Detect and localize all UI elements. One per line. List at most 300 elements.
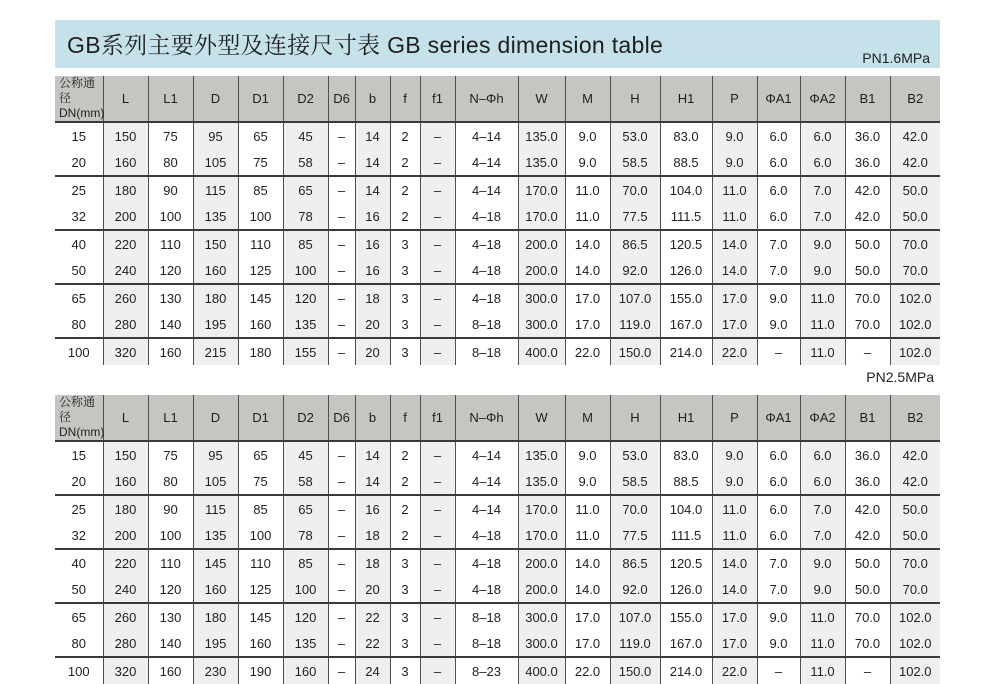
cell: 14 bbox=[355, 122, 390, 149]
cell: 11.0 bbox=[712, 522, 757, 549]
cell: 215 bbox=[193, 338, 238, 365]
cell: 180 bbox=[103, 176, 148, 203]
cell: 80 bbox=[148, 468, 193, 495]
column-header: W bbox=[518, 76, 565, 122]
cell: 320 bbox=[103, 657, 148, 684]
cell: 90 bbox=[148, 176, 193, 203]
cell: 20 bbox=[355, 311, 390, 338]
cell: 85 bbox=[238, 495, 283, 522]
cell: 160 bbox=[283, 657, 328, 684]
cell: 78 bbox=[283, 203, 328, 230]
cell: 120 bbox=[283, 603, 328, 630]
cell-dn: 65 bbox=[55, 603, 103, 630]
cell: 14.0 bbox=[565, 257, 610, 284]
column-header: f bbox=[390, 76, 420, 122]
cell: 24 bbox=[355, 657, 390, 684]
cell-dn: 50 bbox=[71, 581, 86, 597]
cell: 9.0 bbox=[800, 230, 845, 257]
cell: 200.0 bbox=[518, 257, 565, 284]
cell: – bbox=[328, 522, 355, 549]
cell: 400.0 bbox=[518, 657, 565, 684]
cell: 100 bbox=[283, 576, 328, 603]
cell: 6.0 bbox=[757, 495, 800, 522]
table-row bbox=[55, 230, 940, 257]
cell: – bbox=[420, 576, 455, 603]
cell: 78 bbox=[283, 522, 328, 549]
cell: 120 bbox=[283, 284, 328, 311]
cell: 9.0 bbox=[800, 257, 845, 284]
cell: 6.0 bbox=[757, 203, 800, 230]
cell-dn: 100 bbox=[55, 338, 103, 365]
cell: 3 bbox=[390, 603, 420, 630]
cell: 16 bbox=[355, 495, 390, 522]
cell-dn: 32 bbox=[71, 208, 86, 224]
cell: 135 bbox=[193, 522, 238, 549]
cell: 88.5 bbox=[660, 468, 712, 495]
cell: – bbox=[328, 603, 355, 630]
cell: 400.0 bbox=[518, 338, 565, 365]
cell: 135 bbox=[283, 630, 328, 657]
cell: 50.0 bbox=[890, 522, 940, 549]
cell: 107.0 bbox=[610, 284, 660, 311]
cell: 9.0 bbox=[712, 149, 757, 176]
cell-dn: 15 bbox=[71, 447, 86, 463]
cell: 6.0 bbox=[757, 468, 800, 495]
cell-dn: 80 bbox=[71, 635, 86, 651]
column-header-dn: 公称通径 DN(mm) bbox=[55, 76, 103, 122]
table-row bbox=[55, 468, 940, 495]
table-row bbox=[55, 257, 940, 284]
cell: 100 bbox=[148, 522, 193, 549]
column-header: M bbox=[565, 395, 610, 441]
cell: 11.0 bbox=[800, 630, 845, 657]
cell: 214.0 bbox=[660, 338, 712, 365]
cell: 6.0 bbox=[800, 441, 845, 468]
cell: 6.0 bbox=[757, 176, 800, 203]
cell: 14.0 bbox=[712, 230, 757, 257]
cell: 22 bbox=[355, 630, 390, 657]
cell: 42.0 bbox=[845, 176, 890, 203]
cell: 20 bbox=[355, 338, 390, 365]
cell: 100 bbox=[238, 522, 283, 549]
cell: 135.0 bbox=[518, 468, 565, 495]
column-header: D bbox=[193, 395, 238, 441]
cell: 65 bbox=[238, 441, 283, 468]
table-row bbox=[55, 441, 940, 468]
cell: – bbox=[420, 284, 455, 311]
cell: – bbox=[420, 257, 455, 284]
cell: 3 bbox=[390, 549, 420, 576]
cell: 14.0 bbox=[565, 576, 610, 603]
cell: 140 bbox=[148, 311, 193, 338]
cell: 102.0 bbox=[890, 311, 940, 338]
cell: 150.0 bbox=[610, 338, 660, 365]
cell: 11.0 bbox=[800, 311, 845, 338]
cell: 4–14 bbox=[455, 176, 518, 203]
cell: 4–14 bbox=[455, 122, 518, 149]
cell: 119.0 bbox=[610, 630, 660, 657]
cell: – bbox=[420, 230, 455, 257]
column-header: D6 bbox=[328, 76, 355, 122]
cell: – bbox=[328, 657, 355, 684]
cell: 105 bbox=[193, 468, 238, 495]
cell: 145 bbox=[238, 284, 283, 311]
cell: – bbox=[420, 657, 455, 684]
cell: 92.0 bbox=[610, 257, 660, 284]
header-row bbox=[55, 76, 940, 122]
cell: 2 bbox=[390, 522, 420, 549]
cell: 155 bbox=[283, 338, 328, 365]
cell: 3 bbox=[390, 338, 420, 365]
cell: 53.0 bbox=[610, 122, 660, 149]
column-header: H1 bbox=[660, 395, 712, 441]
cell: 90 bbox=[148, 495, 193, 522]
column-header: B1 bbox=[845, 76, 890, 122]
cell: – bbox=[420, 549, 455, 576]
cell: 9.0 bbox=[712, 441, 757, 468]
cell: 107.0 bbox=[610, 603, 660, 630]
cell: 18 bbox=[355, 522, 390, 549]
cell: 14.0 bbox=[565, 230, 610, 257]
cell-dn: 40 bbox=[55, 549, 103, 576]
cell: 8–18 bbox=[455, 338, 518, 365]
cell: 102.0 bbox=[890, 657, 940, 684]
cell: 120.5 bbox=[660, 549, 712, 576]
cell: 70.0 bbox=[890, 257, 940, 284]
cell: 70.0 bbox=[845, 603, 890, 630]
cell: 170.0 bbox=[518, 176, 565, 203]
cell: 95 bbox=[193, 441, 238, 468]
table-row bbox=[55, 338, 940, 365]
cell: 8–18 bbox=[455, 603, 518, 630]
cell: 77.5 bbox=[610, 522, 660, 549]
column-header: H1 bbox=[660, 76, 712, 122]
cell: 135.0 bbox=[518, 441, 565, 468]
cell: 167.0 bbox=[660, 630, 712, 657]
pressure-rating-label-pn25: PN2.5MPa bbox=[866, 369, 934, 385]
cell: 126.0 bbox=[660, 576, 712, 603]
cell: 9.0 bbox=[757, 284, 800, 311]
cell: 42.0 bbox=[845, 203, 890, 230]
cell: – bbox=[328, 576, 355, 603]
cell: 9.0 bbox=[800, 549, 845, 576]
cell: – bbox=[757, 657, 800, 684]
cell: 102.0 bbox=[890, 630, 940, 657]
cell: 102.0 bbox=[890, 603, 940, 630]
cell: 70.0 bbox=[845, 311, 890, 338]
cell: 300.0 bbox=[518, 630, 565, 657]
column-header: L bbox=[103, 395, 148, 441]
column-header: b bbox=[355, 76, 390, 122]
table-row bbox=[55, 284, 940, 311]
column-header: D2 bbox=[283, 76, 328, 122]
cell: 160 bbox=[193, 576, 238, 603]
cell: 220 bbox=[103, 549, 148, 576]
column-header: D6 bbox=[328, 395, 355, 441]
cell: – bbox=[757, 338, 800, 365]
cell: 14.0 bbox=[565, 549, 610, 576]
cell: 190 bbox=[238, 657, 283, 684]
cell: 160 bbox=[238, 630, 283, 657]
cell: 125 bbox=[238, 257, 283, 284]
cell: 9.0 bbox=[565, 441, 610, 468]
cell: 6.0 bbox=[800, 468, 845, 495]
cell: 160 bbox=[103, 149, 148, 176]
cell: 14.0 bbox=[712, 576, 757, 603]
cell: 135.0 bbox=[518, 122, 565, 149]
column-header: B2 bbox=[890, 76, 940, 122]
cell-dn: 65 bbox=[55, 284, 103, 311]
cell: 180 bbox=[103, 495, 148, 522]
column-header: f1 bbox=[420, 76, 455, 122]
cell: – bbox=[328, 630, 355, 657]
column-header-dn: 公称通径 DN(mm) bbox=[55, 395, 103, 441]
cell: – bbox=[845, 657, 890, 684]
cell: 2 bbox=[390, 468, 420, 495]
cell: 111.5 bbox=[660, 203, 712, 230]
column-header: D1 bbox=[238, 76, 283, 122]
cell: 160 bbox=[238, 311, 283, 338]
cell: 70.0 bbox=[845, 284, 890, 311]
cell: 8–18 bbox=[455, 311, 518, 338]
cell: 16 bbox=[355, 203, 390, 230]
cell-dn: 25 bbox=[55, 176, 103, 203]
cell: 200.0 bbox=[518, 230, 565, 257]
cell: – bbox=[420, 311, 455, 338]
cell: 70.0 bbox=[890, 576, 940, 603]
cell-dn: 80 bbox=[71, 316, 86, 332]
cell: 104.0 bbox=[660, 495, 712, 522]
cell: 50.0 bbox=[890, 495, 940, 522]
cell: 119.0 bbox=[610, 311, 660, 338]
cell: 145 bbox=[238, 603, 283, 630]
table-row bbox=[55, 603, 940, 630]
cell: 260 bbox=[103, 284, 148, 311]
cell: – bbox=[328, 203, 355, 230]
cell: 70.0 bbox=[890, 230, 940, 257]
pressure-rating-label-pn16: PN1.6MPa bbox=[862, 50, 930, 66]
cell: 160 bbox=[103, 468, 148, 495]
cell: 4–18 bbox=[455, 257, 518, 284]
cell: 3 bbox=[390, 576, 420, 603]
cell: 240 bbox=[103, 576, 148, 603]
table-row bbox=[55, 576, 940, 603]
cell: 42.0 bbox=[890, 441, 940, 468]
column-header: D2 bbox=[283, 395, 328, 441]
cell: 83.0 bbox=[660, 122, 712, 149]
cell: 9.0 bbox=[712, 122, 757, 149]
cell: 92.0 bbox=[610, 576, 660, 603]
cell: 9.0 bbox=[757, 603, 800, 630]
cell: 65 bbox=[283, 176, 328, 203]
cell: 300.0 bbox=[518, 311, 565, 338]
cell: 22.0 bbox=[712, 338, 757, 365]
cell: 50.0 bbox=[845, 549, 890, 576]
cell: 110 bbox=[148, 230, 193, 257]
cell: 42.0 bbox=[890, 149, 940, 176]
cell: – bbox=[328, 441, 355, 468]
page-title: GB系列主要外型及连接尺寸表 GB series dimension table bbox=[67, 31, 664, 58]
cell: 75 bbox=[148, 441, 193, 468]
cell: 11.0 bbox=[800, 338, 845, 365]
table-row bbox=[55, 176, 940, 203]
cell: 110 bbox=[148, 549, 193, 576]
table-row bbox=[55, 122, 940, 149]
cell: 102.0 bbox=[890, 284, 940, 311]
cell-dn: 20 bbox=[71, 473, 86, 489]
column-header: b bbox=[355, 395, 390, 441]
cell: 36.0 bbox=[845, 468, 890, 495]
cell: 14 bbox=[355, 176, 390, 203]
cell: 110 bbox=[238, 230, 283, 257]
cell: 110 bbox=[238, 549, 283, 576]
cell: 75 bbox=[238, 468, 283, 495]
cell: 58.5 bbox=[610, 468, 660, 495]
cell: – bbox=[328, 257, 355, 284]
cell: 160 bbox=[148, 338, 193, 365]
cell: 300.0 bbox=[518, 284, 565, 311]
cell: – bbox=[420, 122, 455, 149]
cell: 17.0 bbox=[712, 284, 757, 311]
cell: 17.0 bbox=[565, 630, 610, 657]
cell: 9.0 bbox=[757, 311, 800, 338]
column-header: ΦA1 bbox=[757, 395, 800, 441]
cell: 2 bbox=[390, 149, 420, 176]
cell: 22.0 bbox=[565, 338, 610, 365]
cell: 42.0 bbox=[890, 468, 940, 495]
cell: 214.0 bbox=[660, 657, 712, 684]
cell: 4–18 bbox=[455, 576, 518, 603]
cell: 100 bbox=[148, 203, 193, 230]
cell: 7.0 bbox=[800, 522, 845, 549]
cell: 6.0 bbox=[800, 149, 845, 176]
cell: – bbox=[328, 311, 355, 338]
cell: 3 bbox=[390, 657, 420, 684]
cell: 11.0 bbox=[565, 176, 610, 203]
table-row bbox=[55, 149, 940, 176]
column-header: ΦA2 bbox=[800, 395, 845, 441]
table-row bbox=[55, 203, 940, 230]
cell: 11.0 bbox=[565, 522, 610, 549]
cell: 155.0 bbox=[660, 284, 712, 311]
cell: 3 bbox=[390, 284, 420, 311]
cell: 14 bbox=[355, 149, 390, 176]
cell: 53.0 bbox=[610, 441, 660, 468]
header-row bbox=[55, 395, 940, 441]
column-header: D bbox=[193, 76, 238, 122]
cell: 180 bbox=[193, 284, 238, 311]
cell: – bbox=[328, 176, 355, 203]
cell: 3 bbox=[390, 311, 420, 338]
cell: 58.5 bbox=[610, 149, 660, 176]
cell: 8–23 bbox=[455, 657, 518, 684]
cell: 11.0 bbox=[565, 203, 610, 230]
cell: 22.0 bbox=[712, 657, 757, 684]
cell: 4–18 bbox=[455, 284, 518, 311]
cell: 4–14 bbox=[455, 468, 518, 495]
cell: 75 bbox=[148, 122, 193, 149]
cell: 280 bbox=[103, 630, 148, 657]
cell: 2 bbox=[390, 203, 420, 230]
cell: 120 bbox=[148, 576, 193, 603]
cell: 300.0 bbox=[518, 603, 565, 630]
cell: 70.0 bbox=[610, 176, 660, 203]
cell-dn: 20 bbox=[71, 154, 86, 170]
cell: 75 bbox=[238, 149, 283, 176]
cell: 200.0 bbox=[518, 576, 565, 603]
cell: 11.0 bbox=[712, 203, 757, 230]
cell: 115 bbox=[193, 176, 238, 203]
table-row bbox=[55, 495, 940, 522]
cell: 16 bbox=[355, 230, 390, 257]
cell: 9.0 bbox=[565, 468, 610, 495]
cell: 17.0 bbox=[565, 603, 610, 630]
cell: 100 bbox=[238, 203, 283, 230]
cell: 7.0 bbox=[757, 576, 800, 603]
cell: 115 bbox=[193, 495, 238, 522]
column-header: D1 bbox=[238, 395, 283, 441]
cell: 195 bbox=[193, 311, 238, 338]
cell: 77.5 bbox=[610, 203, 660, 230]
cell: 7.0 bbox=[757, 257, 800, 284]
cell: 102.0 bbox=[890, 338, 940, 365]
column-header: H bbox=[610, 76, 660, 122]
cell: 16 bbox=[355, 257, 390, 284]
cell: 130 bbox=[148, 603, 193, 630]
cell: 100 bbox=[283, 257, 328, 284]
cell: 6.0 bbox=[757, 441, 800, 468]
cell: 320 bbox=[103, 338, 148, 365]
cell: 104.0 bbox=[660, 176, 712, 203]
cell: 11.0 bbox=[712, 495, 757, 522]
cell: 11.0 bbox=[712, 176, 757, 203]
cell: 135 bbox=[193, 203, 238, 230]
cell: 42.0 bbox=[845, 495, 890, 522]
cell: 3 bbox=[390, 230, 420, 257]
cell: 14.0 bbox=[712, 549, 757, 576]
cell: 83.0 bbox=[660, 441, 712, 468]
cell: – bbox=[328, 122, 355, 149]
cell: 50.0 bbox=[890, 176, 940, 203]
cell: 155.0 bbox=[660, 603, 712, 630]
cell: 50.0 bbox=[845, 576, 890, 603]
table-row bbox=[55, 630, 940, 657]
dimension-table-pn25 bbox=[55, 395, 940, 684]
cell: 58 bbox=[283, 468, 328, 495]
cell: 36.0 bbox=[845, 149, 890, 176]
column-header: L1 bbox=[148, 76, 193, 122]
cell: 170.0 bbox=[518, 522, 565, 549]
column-header: B1 bbox=[845, 395, 890, 441]
cell: 50.0 bbox=[845, 257, 890, 284]
cell: 17.0 bbox=[565, 311, 610, 338]
cell: – bbox=[328, 338, 355, 365]
cell: 120 bbox=[148, 257, 193, 284]
cell-dn: 15 bbox=[71, 128, 86, 144]
cell: – bbox=[328, 495, 355, 522]
cell: 200 bbox=[103, 203, 148, 230]
cell: 2 bbox=[390, 122, 420, 149]
table-row bbox=[55, 311, 940, 338]
cell: 170.0 bbox=[518, 203, 565, 230]
cell: 17.0 bbox=[712, 630, 757, 657]
cell-dn: 100 bbox=[55, 657, 103, 684]
cell: 160 bbox=[193, 257, 238, 284]
cell: 17.0 bbox=[565, 284, 610, 311]
cell: 2 bbox=[390, 176, 420, 203]
cell: 70.0 bbox=[610, 495, 660, 522]
cell: 135 bbox=[283, 311, 328, 338]
